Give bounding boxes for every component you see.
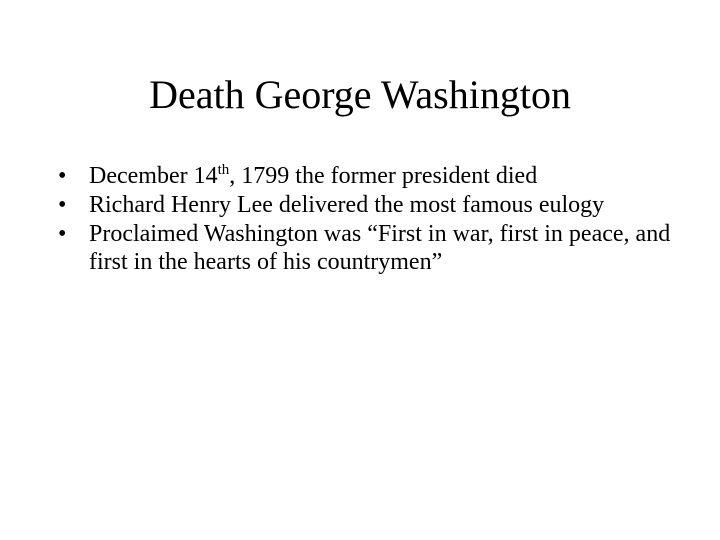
bullet-text: Richard Henry Lee delivered the most famous eulogy bbox=[89, 192, 605, 218]
slide-title: Death George Washington bbox=[149, 72, 571, 117]
bullet-icon: • bbox=[58, 221, 67, 247]
bullet-list bbox=[58, 162, 678, 277]
bullet-text-end: , 1799 the former president died bbox=[229, 163, 538, 189]
bullet-icon: • bbox=[58, 163, 67, 189]
bullet-text-start: December 14 bbox=[89, 163, 218, 189]
bullet-text bbox=[89, 162, 678, 190]
bullet-item-death-date bbox=[58, 162, 678, 190]
ordinal-superscript: th bbox=[217, 162, 230, 178]
bullet-text: Proclaimed Washington was “First in war, first in peace, and first in the hearts of his countrymen” bbox=[89, 221, 671, 275]
bullet-item-eulogy bbox=[58, 191, 678, 219]
bullet-icon: • bbox=[58, 192, 67, 218]
bullet-item-proclamation bbox=[58, 220, 678, 276]
